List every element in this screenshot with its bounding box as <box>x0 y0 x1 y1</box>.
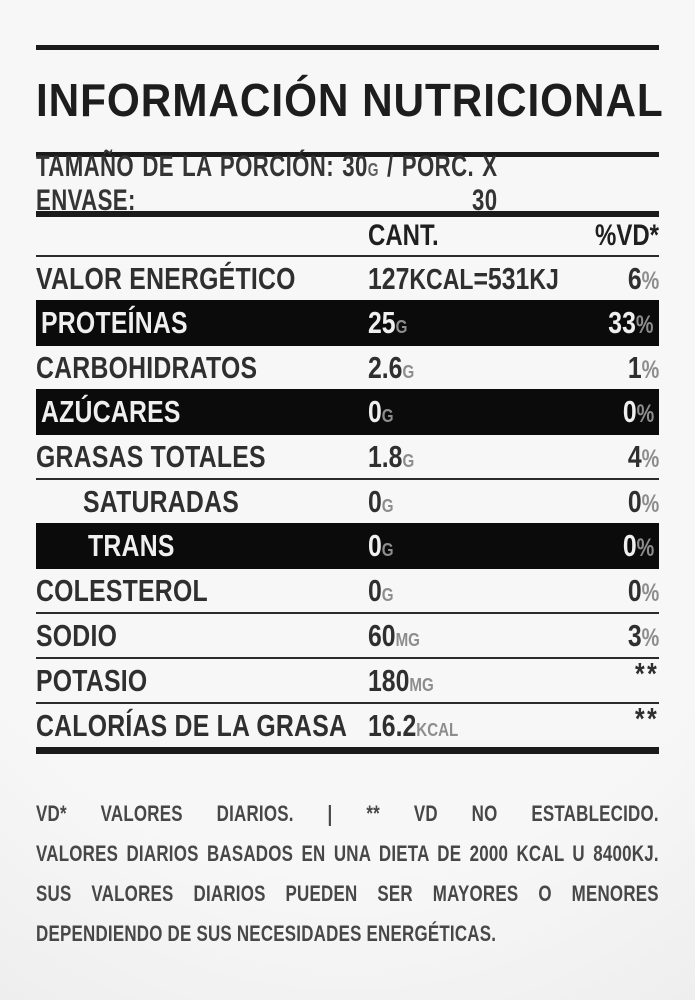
nutrient-dv <box>628 439 659 475</box>
nutrient-rows <box>36 257 659 747</box>
nutrient-amount <box>368 484 394 520</box>
amount-unit-2: KJ <box>529 263 559 296</box>
dv-unit: % <box>641 624 659 652</box>
amount-unit: G <box>395 317 408 338</box>
footnote-line-1: VD* VALORES DIARIOS. | ** VD NO ESTABLECIDO. <box>36 801 659 826</box>
nutrient-dv-cell <box>539 484 659 520</box>
nutrient-amount <box>368 663 434 699</box>
nutrient-row <box>36 614 659 657</box>
nutrient-amount <box>368 618 420 654</box>
nutrient-dv <box>609 305 654 341</box>
nutrient-amount <box>368 305 407 341</box>
nutrient-dv <box>628 350 659 386</box>
nutrient-dv-cell <box>534 305 654 341</box>
nutrient-dv <box>634 655 659 699</box>
dv-unit: % <box>641 490 659 518</box>
nutrient-amount <box>368 439 414 475</box>
nutrient-dv <box>628 573 659 609</box>
nutrient-row <box>36 389 659 435</box>
nutrient-amount-cell <box>368 573 539 609</box>
header-cell-quantity <box>368 219 539 253</box>
nutrient-dv-cell <box>534 394 654 430</box>
dv-value: 1 <box>627 349 642 385</box>
amount-unit: G <box>402 450 415 472</box>
nutrient-dv-cell <box>539 573 659 609</box>
dv-unit: % <box>636 535 654 562</box>
nutrient-label: POTASIO <box>36 662 148 698</box>
dv-unit: % <box>636 401 654 428</box>
nutrient-row <box>36 569 659 612</box>
nutrient-dv-cell <box>539 439 659 475</box>
nutrient-dv-cell <box>539 655 659 699</box>
nutrient-amount-cell <box>368 618 539 654</box>
nutrient-amount <box>368 394 394 430</box>
nutrient-amount-cell <box>368 484 539 520</box>
nutrient-amount <box>368 528 394 564</box>
amount-value: 1.8 <box>368 438 403 474</box>
serving-part1: TAMAÑO DE LA PORCIÓN: 30 <box>36 150 368 183</box>
nutrient-dv <box>634 700 659 744</box>
nutrient-dv <box>628 618 659 654</box>
amount-unit: G <box>381 406 394 427</box>
nutrient-row <box>36 523 659 569</box>
dv-unit: % <box>636 312 654 339</box>
amount-value: 0 <box>368 572 382 608</box>
amount-value-2: =531 <box>473 260 530 296</box>
nutrient-label: SODIO <box>36 617 118 653</box>
table-bottom-rule <box>36 747 659 754</box>
footnote-line-4: DEPENDIENDO DE SUS NECESIDADES ENERGÉTICAS. <box>36 921 497 946</box>
nutrient-amount-cell <box>368 394 534 430</box>
amount-unit: KCAL <box>416 719 459 741</box>
dv-value: 4 <box>627 438 642 474</box>
nutrient-label-cell <box>36 484 368 520</box>
nutrient-amount-cell <box>368 350 539 386</box>
amount-unit: MG <box>395 629 420 651</box>
dv-unit: % <box>641 356 659 384</box>
amount-value: 60 <box>368 617 396 653</box>
nutrient-label-cell <box>36 573 368 609</box>
nutrient-dv-cell <box>539 618 659 654</box>
dv-unit: % <box>641 267 659 295</box>
nutrient-amount <box>368 261 559 297</box>
nutrient-label-cell <box>36 439 368 475</box>
amount-unit: G <box>381 495 394 517</box>
nutrient-label: COLESTEROL <box>36 572 208 608</box>
nutrient-dv-cell <box>539 700 659 744</box>
nutrient-label-cell <box>36 708 368 744</box>
nutrient-amount <box>368 350 414 386</box>
nutrient-label: CARBOHIDRATOS <box>36 349 258 385</box>
nutrient-label-cell <box>36 663 368 699</box>
column-header-vd: %VD* <box>594 219 659 252</box>
amount-value: 0 <box>368 528 382 563</box>
nutrient-amount-cell <box>368 260 559 297</box>
nutrient-label: GRASAS TOTALES <box>36 438 266 474</box>
nutrient-dv <box>628 484 659 520</box>
serving-unit: G <box>367 159 379 180</box>
nutrient-row <box>36 700 659 747</box>
nutrient-amount-cell <box>368 305 534 341</box>
dv-unit: % <box>641 579 659 607</box>
dv-value: ** <box>634 655 659 691</box>
dv-value: 0 <box>622 528 637 563</box>
label-title-text: INFORMACIÓN NUTRICIONAL <box>36 74 664 126</box>
nutrient-label: PROTEÍNAS <box>41 305 188 340</box>
nutrient-amount-cell <box>368 708 539 744</box>
nutrient-row <box>36 346 659 389</box>
nutrient-label-cell <box>36 618 368 654</box>
serving-part2: / PORC. X ENVASE: 30 <box>36 150 498 217</box>
nutrient-amount-cell <box>368 663 539 699</box>
nutrient-label: AZÚCARES <box>41 394 181 429</box>
dv-value: 0 <box>627 572 642 608</box>
nutrient-dv <box>623 394 654 430</box>
amount-unit: KCAL <box>409 263 474 296</box>
nutrient-dv-cell <box>534 528 654 564</box>
nutrient-amount <box>368 573 394 609</box>
nutrient-label: SATURADAS <box>83 483 240 519</box>
amount-value: 0 <box>368 483 382 519</box>
dv-value: 0 <box>627 483 642 519</box>
amount-unit: G <box>402 361 415 383</box>
dv-value: 6 <box>627 260 642 296</box>
dv-value: ** <box>634 700 659 736</box>
nutrient-amount <box>368 708 458 744</box>
nutrient-label: TRANS <box>88 528 175 563</box>
table-header-row <box>36 217 659 255</box>
amount-value: 0 <box>368 394 382 429</box>
nutrient-label: CALORÍAS DE LA GRASA <box>36 707 348 743</box>
nutrient-dv <box>623 528 654 564</box>
column-header-cant: CANT. <box>368 219 439 252</box>
label-title <box>36 74 664 126</box>
nutrient-label-cell <box>41 528 368 564</box>
nutrient-label: VALOR ENERGÉTICO <box>36 260 296 296</box>
footnote-line-3: SUS VALORES DIARIOS PUEDEN SER MAYORES O MENORES <box>36 881 659 906</box>
footnotes <box>36 794 659 954</box>
amount-unit: G <box>381 540 394 561</box>
amount-value: 16.2 <box>368 707 417 743</box>
nutrient-dv <box>628 261 659 297</box>
dv-value: 3 <box>627 617 642 653</box>
nutrient-label-cell <box>41 305 368 341</box>
header-cell-dv <box>539 219 659 253</box>
nutrient-amount-cell <box>368 439 539 475</box>
serving-size-line <box>36 150 659 217</box>
serving-size-text <box>36 150 497 218</box>
dv-unit: % <box>641 445 659 473</box>
amount-value: 25 <box>368 305 396 340</box>
nutrient-label-cell <box>36 261 368 297</box>
nutrient-dv-cell <box>539 350 659 386</box>
amount-value: 127 <box>368 260 410 296</box>
nutrient-row <box>36 435 659 478</box>
amount-value: 2.6 <box>368 349 403 385</box>
dv-value: 33 <box>608 305 637 340</box>
nutrient-row <box>36 480 659 523</box>
amount-unit: MG <box>409 674 434 696</box>
footnote-line-2: VALORES DIARIOS BASADOS EN UNA DIETA DE 2000 KCAL U 8400KJ. <box>36 841 659 866</box>
nutrient-row <box>36 300 659 346</box>
top-rule <box>36 45 659 50</box>
dv-value: 0 <box>622 394 637 429</box>
nutrient-amount-cell <box>368 528 534 564</box>
amount-value: 180 <box>368 662 410 698</box>
nutrient-row <box>36 257 659 300</box>
nutrient-row <box>36 655 659 702</box>
amount-unit: G <box>381 584 394 606</box>
nutrient-label-cell <box>41 394 368 430</box>
nutrient-label-cell <box>36 350 368 386</box>
